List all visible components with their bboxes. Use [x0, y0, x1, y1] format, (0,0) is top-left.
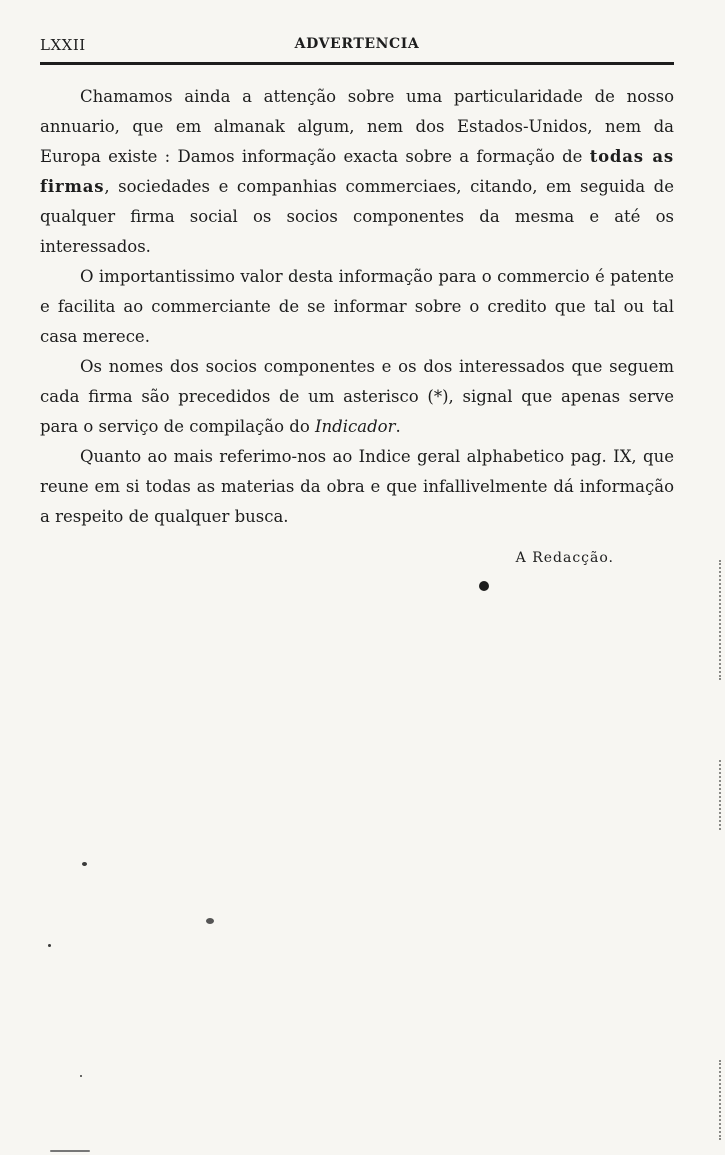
paragraph-3-text-b: . — [395, 417, 401, 436]
bullet-ornament — [479, 581, 489, 591]
scan-edge-dots — [719, 560, 723, 680]
scan-speck — [82, 862, 87, 866]
scan-speck — [80, 1075, 82, 1077]
paragraph-1-text-b: , sociedades e companhias commerciaes, citando, em seguida de qualquer firma social os socios componentes da mesma e até os interessados. — [40, 177, 674, 256]
signature: A Redacção. — [515, 550, 614, 566]
paragraph-3 — [40, 352, 674, 442]
body-text — [40, 82, 674, 532]
scan-speck — [48, 944, 51, 947]
header-rule — [40, 62, 674, 65]
paragraph-1-bold-phrase: todas as firmas — [40, 147, 674, 196]
scan-speck — [206, 918, 214, 924]
paragraph-1-text-a: Chamamos ainda a attenção sobre uma particularidade de nosso annuario, que em almanak algum, nem dos Estados-Unidos, nem da Europa existe : Damos informação exacta sobre a formação de — [40, 87, 674, 166]
scan-edge-dots — [719, 1060, 723, 1140]
running-header — [40, 36, 674, 58]
scan-speck — [50, 1150, 90, 1152]
running-title: ADVERTENCIA — [294, 36, 420, 52]
page-number: LXXII — [40, 36, 86, 54]
paragraph-2: O importantissimo valor desta informação para o commercio é patente e facilita ao commerciante de se informar sobre o credito que tal ou tal casa merece. — [40, 267, 674, 346]
paragraph-4: Quanto ao mais referimo-nos ao Indice geral alphabetico pag. IX, que reune em si todas as materias da obra e que infallivelmente dá informação a respeito de qualquer busca. — [40, 447, 674, 526]
scan-edge-dots — [719, 760, 723, 830]
paragraph-1 — [40, 82, 674, 262]
paragraph-3-italic-title: Indicador — [315, 417, 396, 436]
paragraph-3-text-a: Os nomes dos socios componentes e os dos interessados que seguem cada firma são precedidos de um asterisco (*), signal que apenas serve para o serviço de compilação do — [40, 357, 674, 436]
